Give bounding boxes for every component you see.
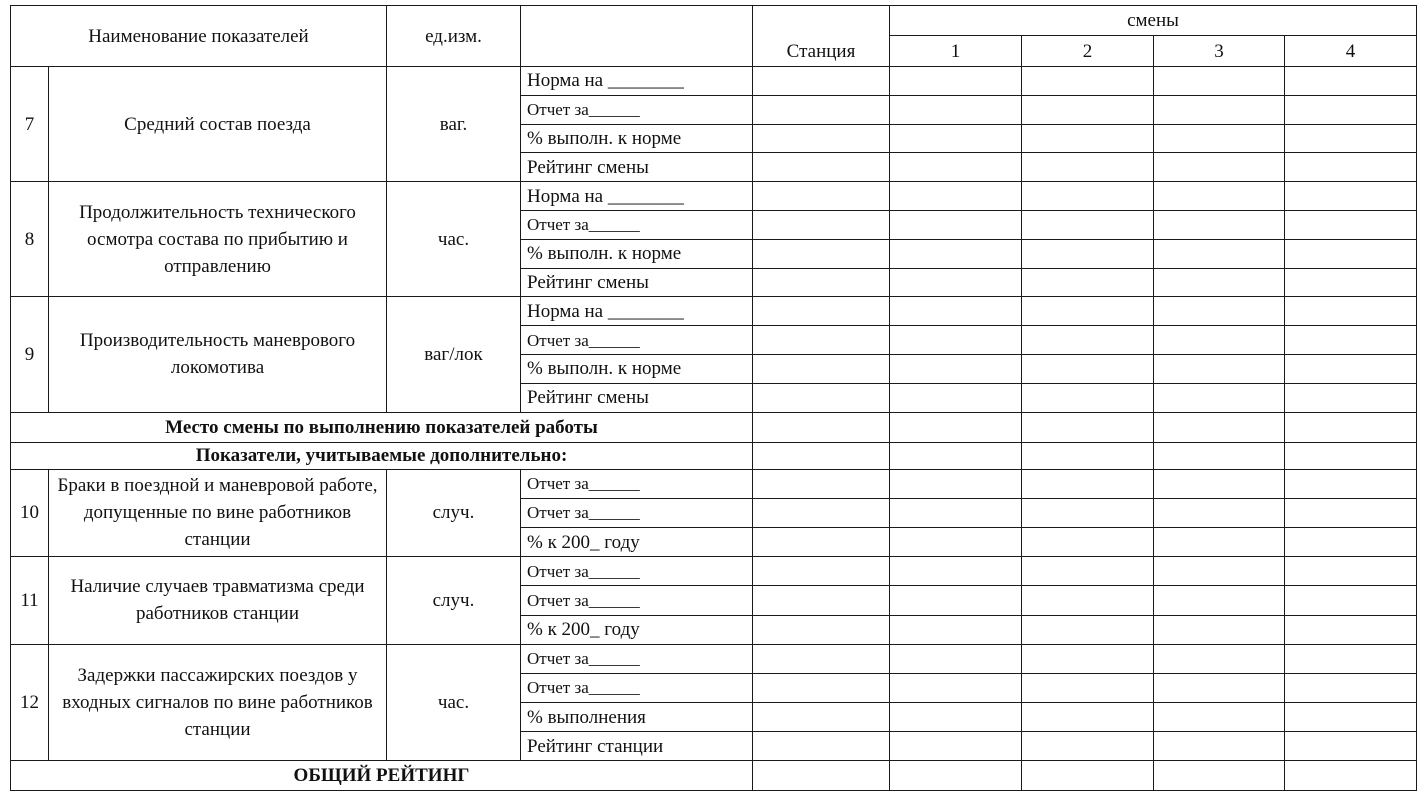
value-cell[interactable] [1154,354,1285,383]
indicator-number: 11 [11,557,49,645]
value-cell[interactable] [1154,703,1285,732]
indicator-unit: случ. [387,557,521,645]
value-cell[interactable] [753,239,890,268]
row-label: Норма на ________ [521,297,753,326]
value-cell[interactable] [1022,442,1154,469]
value-cell[interactable] [1154,615,1285,644]
shift-4: 4 [1285,36,1417,67]
value-cell[interactable] [1154,182,1285,211]
row-label: % выполн. к норме [521,124,753,153]
place-row-label: Место смены по выполнению показателей работы [11,412,753,442]
indicator-unit: час. [387,182,521,297]
value-cell[interactable] [753,703,890,732]
value-cell[interactable] [1022,239,1154,268]
shift-3: 3 [1154,36,1285,67]
value-cell[interactable] [1022,354,1154,383]
row-label: Рейтинг смены [521,153,753,182]
value-cell[interactable] [890,644,1022,673]
value-cell[interactable] [1285,67,1417,96]
value-cell[interactable] [1285,442,1417,469]
value-cell[interactable] [1285,557,1417,586]
value-cell[interactable] [1154,527,1285,556]
value-cell[interactable] [753,498,890,527]
value-cell[interactable] [890,469,1022,498]
value-cell[interactable] [1154,412,1285,442]
value-cell[interactable] [1285,239,1417,268]
value-cell[interactable] [1285,354,1417,383]
value-cell[interactable] [1285,153,1417,182]
row-label: % выполн. к норме [521,354,753,383]
indicator-name: Производительность маневрового локомотива [49,297,387,412]
value-cell[interactable] [753,182,890,211]
value-cell[interactable] [753,761,890,791]
table-row [11,557,1417,586]
indicator-name: Наличие случаев травматизма среди работников станции [49,557,387,645]
total-rating-label: ОБЩИЙ РЕЙТИНГ [11,761,753,791]
header-unit: ед.изм. [387,6,521,67]
value-cell[interactable] [1022,498,1154,527]
value-cell[interactable] [1154,268,1285,297]
row-label: Рейтинг смены [521,383,753,412]
value-cell[interactable] [1154,732,1285,761]
value-cell[interactable] [1022,412,1154,442]
value-cell[interactable] [753,67,890,96]
value-cell[interactable] [753,732,890,761]
row-label: Рейтинг смены [521,268,753,297]
row-label: Отчет за______ [521,326,753,355]
indicator-name: Средний состав поезда [49,67,387,182]
value-cell[interactable] [1285,673,1417,702]
header-shifts: смены [890,6,1417,36]
value-cell[interactable] [753,268,890,297]
value-cell[interactable] [753,412,890,442]
value-cell[interactable] [1154,95,1285,124]
value-cell[interactable] [1154,644,1285,673]
value-cell[interactable] [1022,182,1154,211]
value-cell[interactable] [1022,297,1154,326]
indicator-name: Продолжительность технического осмотра состава по прибытию и отправлению [49,182,387,297]
row-label: Отчет за______ [521,210,753,239]
value-cell[interactable] [890,268,1022,297]
value-cell[interactable] [1022,673,1154,702]
value-cell[interactable] [890,412,1022,442]
value-cell[interactable] [1285,732,1417,761]
value-cell[interactable] [1154,383,1285,412]
row-label: % к 200_ году [521,527,753,556]
row-label: Отчет за______ [521,673,753,702]
indicators-table [10,5,1417,791]
row-label: Отчет за______ [521,498,753,527]
value-cell[interactable] [753,95,890,124]
value-cell[interactable] [1285,615,1417,644]
header-row-1 [11,6,1417,36]
value-cell[interactable] [890,527,1022,556]
row-label: Норма на ________ [521,67,753,96]
value-cell[interactable] [1022,557,1154,586]
value-cell[interactable] [1285,469,1417,498]
total-rating-label-row [11,761,1417,791]
value-cell[interactable] [1154,442,1285,469]
row-label: Рейтинг станции [521,732,753,761]
value-cell[interactable] [753,383,890,412]
row-label: % выполнения [521,703,753,732]
value-cell[interactable] [890,67,1022,96]
value-cell[interactable] [1285,182,1417,211]
value-cell[interactable] [1022,210,1154,239]
value-cell[interactable] [1022,527,1154,556]
row-label: Отчет за______ [521,469,753,498]
value-cell[interactable] [753,527,890,556]
value-cell[interactable] [753,153,890,182]
place-row-label-row [11,412,1417,442]
value-cell[interactable] [1285,586,1417,615]
value-cell[interactable] [1154,239,1285,268]
table-row [11,182,1417,211]
table-row [11,67,1417,96]
indicator-number: 12 [11,644,49,761]
value-cell[interactable] [1285,644,1417,673]
value-cell[interactable] [1285,326,1417,355]
value-cell[interactable] [890,383,1022,412]
value-cell[interactable] [753,124,890,153]
value-cell[interactable] [1285,412,1417,442]
value-cell[interactable] [890,732,1022,761]
table-row [11,644,1417,673]
value-cell[interactable] [1285,95,1417,124]
value-cell[interactable] [1022,67,1154,96]
row-label: % выполн. к норме [521,239,753,268]
value-cell[interactable] [1285,703,1417,732]
value-cell[interactable] [890,498,1022,527]
shift-2: 2 [1022,36,1154,67]
extra-row-label-row [11,442,1417,469]
value-cell[interactable] [1154,586,1285,615]
value-cell[interactable] [1022,153,1154,182]
value-cell[interactable] [1022,95,1154,124]
value-cell[interactable] [890,557,1022,586]
value-cell[interactable] [1154,469,1285,498]
value-cell[interactable] [753,615,890,644]
value-cell[interactable] [1285,210,1417,239]
indicator-number: 10 [11,469,49,557]
value-cell[interactable] [753,297,890,326]
value-cell[interactable] [1022,732,1154,761]
value-cell[interactable] [1154,326,1285,355]
value-cell[interactable] [890,326,1022,355]
value-cell[interactable] [890,95,1022,124]
row-label: Норма на ________ [521,182,753,211]
value-cell[interactable] [1154,673,1285,702]
value-cell[interactable] [890,153,1022,182]
indicator-number: 8 [11,182,49,297]
value-cell[interactable] [1022,761,1154,791]
value-cell[interactable] [1022,615,1154,644]
indicator-unit: случ. [387,469,521,557]
value-cell[interactable] [753,586,890,615]
value-cell[interactable] [1154,498,1285,527]
value-cell[interactable] [1154,761,1285,791]
value-cell[interactable] [1022,644,1154,673]
indicator-unit: ваг. [387,67,521,182]
value-cell[interactable] [890,297,1022,326]
value-cell[interactable] [1022,469,1154,498]
indicator-unit: ваг/лок [387,297,521,412]
row-label: % к 200_ году [521,615,753,644]
value-cell[interactable] [890,761,1022,791]
table-row [11,297,1417,326]
value-cell[interactable] [753,354,890,383]
value-cell[interactable] [1154,210,1285,239]
value-cell[interactable] [753,210,890,239]
header-station: Станция [753,6,890,67]
shift-1: 1 [890,36,1022,67]
value-cell[interactable] [1022,586,1154,615]
row-label: Отчет за______ [521,557,753,586]
value-cell[interactable] [890,239,1022,268]
indicator-number: 7 [11,67,49,182]
value-cell[interactable] [753,326,890,355]
value-cell[interactable] [1154,297,1285,326]
value-cell[interactable] [1022,383,1154,412]
indicator-number: 9 [11,297,49,412]
row-label: Отчет за______ [521,586,753,615]
indicator-name: Браки в поездной и маневровой работе, допущенные по вине работников станции [49,469,387,557]
value-cell[interactable] [890,673,1022,702]
table-row [11,469,1417,498]
header-blank [521,6,753,67]
rating-sheet [10,5,1426,801]
value-cell[interactable] [1285,268,1417,297]
value-cell[interactable] [890,182,1022,211]
indicator-unit: час. [387,644,521,761]
value-cell[interactable] [1285,498,1417,527]
value-cell[interactable] [1285,124,1417,153]
value-cell[interactable] [753,644,890,673]
value-cell[interactable] [1022,703,1154,732]
indicator-name: Задержки пассажирских поездов у входных сигналов по вине работников станции [49,644,387,761]
header-name: Наименование показателей [11,6,387,67]
value-cell[interactable] [890,703,1022,732]
value-cell[interactable] [1022,124,1154,153]
value-cell[interactable] [753,557,890,586]
value-cell[interactable] [890,615,1022,644]
value-cell[interactable] [1154,153,1285,182]
value-cell[interactable] [890,354,1022,383]
row-label: Отчет за______ [521,644,753,673]
value-cell[interactable] [753,469,890,498]
row-label: Отчет за______ [521,95,753,124]
extra-row-label: Показатели, учитываемые дополнительно: [11,442,753,469]
value-cell[interactable] [1022,326,1154,355]
value-cell[interactable] [753,673,890,702]
value-cell[interactable] [890,124,1022,153]
value-cell[interactable] [890,210,1022,239]
value-cell[interactable] [890,586,1022,615]
value-cell[interactable] [890,442,1022,469]
value-cell[interactable] [1154,67,1285,96]
value-cell[interactable] [1154,557,1285,586]
value-cell[interactable] [1285,761,1417,791]
value-cell[interactable] [1285,297,1417,326]
value-cell[interactable] [1285,527,1417,556]
value-cell[interactable] [1285,383,1417,412]
value-cell[interactable] [753,442,890,469]
value-cell[interactable] [1022,268,1154,297]
value-cell[interactable] [1154,124,1285,153]
